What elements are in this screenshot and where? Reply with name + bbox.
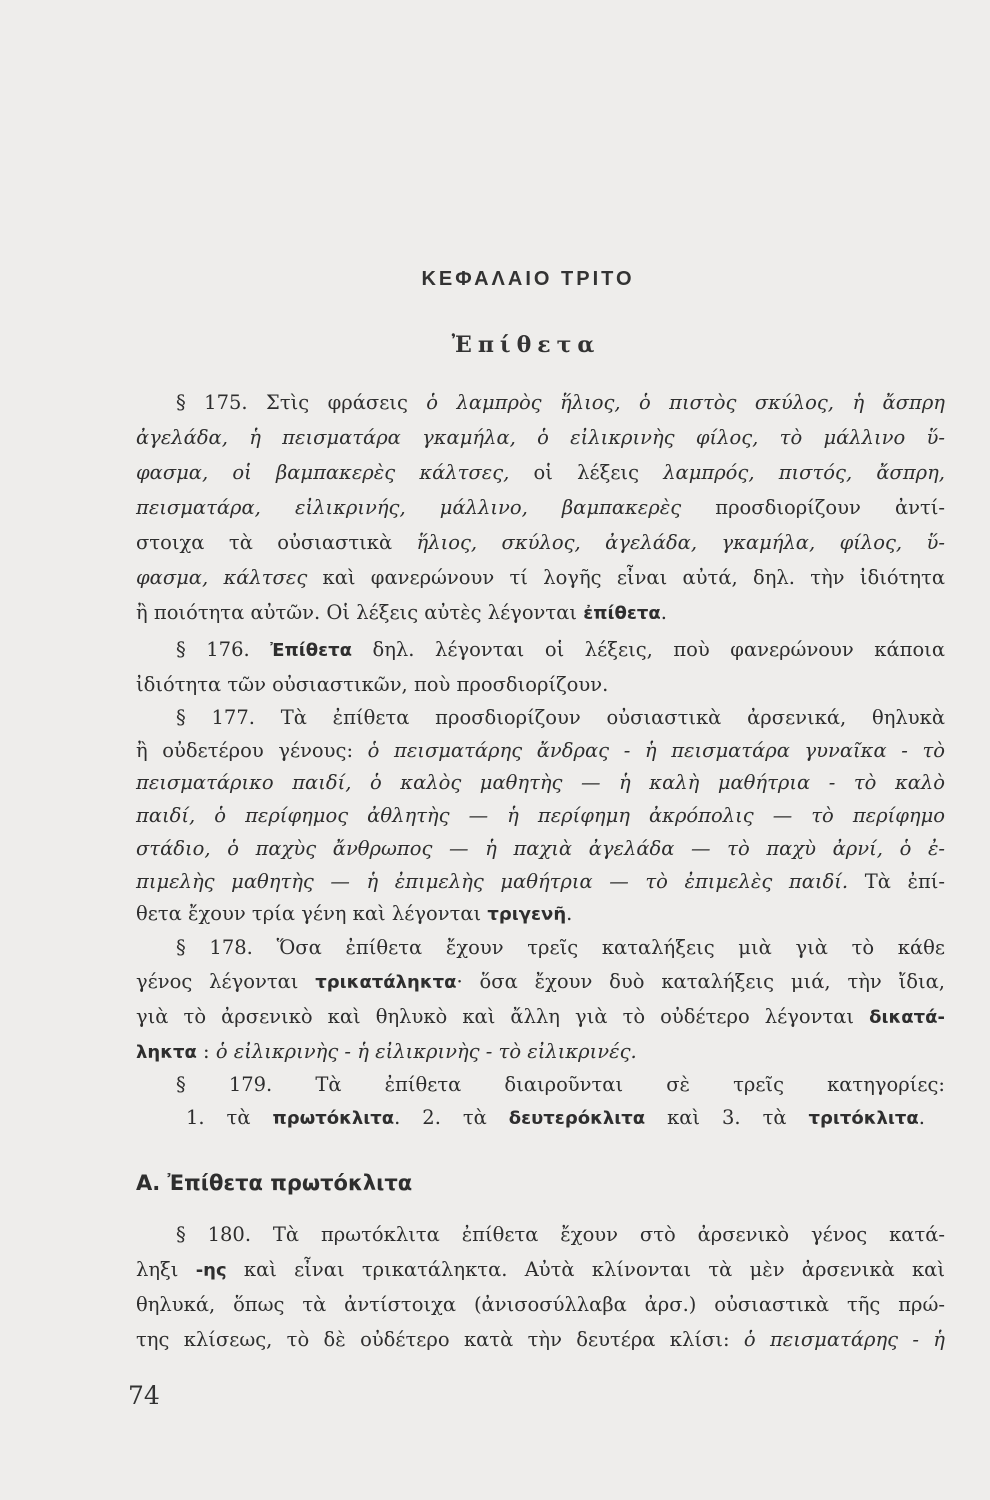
- body-text: της κλίσεως, τὸ δὲ οὐδέτερο κατὰ τὴν δευτέρα κλίσι:: [136, 1327, 744, 1351]
- text-line: [136, 965, 945, 1000]
- text-line: [136, 866, 945, 899]
- italic-example-text: ὁ λαμπρὸς ἥλιος, ὁ πιστὸς σκύλος, ἡ ἄσπρη: [426, 391, 945, 414]
- text-line: [136, 1035, 945, 1070]
- bold-term-text: -ης: [195, 1259, 227, 1281]
- paragraph-180: [136, 1218, 945, 1357]
- text-line: [136, 455, 945, 490]
- italic-example-text: ὁ πεισματάρης ἄνδρας - ἡ πεισματάρα γυναῖκα - τὸ: [367, 738, 946, 762]
- text-line: [136, 560, 945, 595]
- paragraph-175: [136, 385, 945, 631]
- paragraph-176: [136, 633, 945, 702]
- text-line: [136, 385, 945, 420]
- paragraph-179: [136, 1068, 945, 1135]
- subheading: Α. Ἐπίθετα πρωτόκλιτα: [136, 1171, 413, 1195]
- body-text: ληξι: [136, 1257, 196, 1281]
- body-text: § 180. Τὰ πρωτόκλιτα ἐπίθετα ἔχουν στὸ ἀρσενικὸ γένος κατά-: [176, 1223, 945, 1246]
- text-line: [136, 702, 945, 735]
- bold-term-text: πρωτόκλιτα: [272, 1108, 395, 1129]
- text-line: [136, 767, 945, 800]
- body-text: .: [566, 902, 573, 926]
- italic-example-text: λαμπρός, πιστός, ἄσπρη,: [663, 461, 945, 484]
- text-line: [136, 800, 945, 833]
- body-text: ἰδιότητα τῶν οὐσιαστικῶν, ποὺ προσδιορίζουν.: [136, 673, 609, 696]
- body-text: δηλ. λέγονται οἱ λέξεις, ποὺ φανερώνουν κάποια: [351, 638, 945, 661]
- italic-example-text: στάδιο, ὁ παχὺς ἄνθρωπος — ἡ παχιὰ ἀγελάδα — τὸ παχὺ ἀρνί, ὁ ἐ-: [136, 836, 945, 860]
- bold-term-text: τρικατάληκτα: [315, 972, 457, 993]
- body-text: · ὅσα ἔχουν δυὸ καταλήξεις μιά, τὴν ἴδια,: [456, 970, 946, 993]
- italic-example-text: ὁ εἰλικρινὴς - ἡ εἰλικρινὴς - τὸ εἰλικρινές.: [215, 1040, 637, 1063]
- italic-example-text: φασμα, οἱ βαμπακερὲς κάλτσες,: [136, 461, 510, 484]
- body-text: γένος λέγονται: [136, 970, 316, 993]
- text-line: [136, 1000, 945, 1035]
- body-text: προσδιορίζουν ἀντί-: [681, 496, 946, 519]
- text-line: [136, 1218, 945, 1253]
- body-text: 1. τὰ: [186, 1106, 273, 1129]
- text-line: [136, 833, 945, 866]
- paragraph-178: [136, 931, 945, 1070]
- italic-example-text: φασμα, κάλτσες: [136, 566, 308, 589]
- bold-term-text: ἐπίθετα: [583, 603, 661, 624]
- text-line: [136, 1288, 945, 1323]
- italic-example-text: ἀγελάδα, ἡ πεισματάρα γκαμήλα, ὁ εἰλικρινὴς φίλος, τὸ μάλλινο ὕ-: [136, 426, 945, 449]
- body-text: ἢ οὐδετέρου γένους:: [136, 738, 368, 762]
- text-line: [136, 525, 945, 560]
- body-text: στοιχα τὰ οὐσιαστικὰ: [136, 531, 417, 554]
- body-text: § 175. Στὶς φράσεις: [176, 391, 427, 414]
- text-line: [136, 1101, 945, 1135]
- italic-example-text: ἥλιος, σκύλος, ἀγελάδα, γκαμήλα, φίλος, ὕ-: [416, 531, 945, 554]
- italic-example-text: πεισματάρικο παιδί, ὁ καλὸς μαθητὴς — ἡ καλὴ μαθήτρια - τὸ καλὸ: [136, 771, 945, 795]
- body-text: :: [196, 1040, 216, 1063]
- italic-example-text: πεισματάρα, εἰλικρινής, μάλλινο, βαμπακερὲς: [136, 496, 682, 519]
- bold-term-text: τριτόκλιτα: [808, 1108, 919, 1129]
- body-text: γιὰ τὸ ἀρσενικὸ καὶ θηλυκὸ καὶ ἄλλη γιὰ τὸ οὐδέτερο λέγονται: [136, 1005, 870, 1028]
- text-line: [136, 633, 945, 668]
- body-text: καὶ φανερώνουν τί λογῆς εἶναι αὐτά, δηλ. τὴν ἰδιότητα: [307, 566, 946, 589]
- body-text: . 2. τὰ: [394, 1106, 509, 1129]
- body-text: ἢ ποιότητα αὐτῶν. Οἱ λέξεις αὐτὲς λέγονται: [136, 601, 584, 624]
- bold-term-text: δευτερόκλιτα: [508, 1108, 646, 1129]
- body-text: § 176.: [176, 638, 271, 661]
- body-text: § 178. Ὅσα ἐπίθετα ἔχουν τρεῖς καταλήξεις μιὰ γιὰ τὸ κάθε: [176, 936, 945, 959]
- italic-example-text: πιμελὴς μαθητὴς — ἡ ἐπιμελὴς μαθήτρια — τὸ ἐπιμελὲς παιδί.: [136, 869, 849, 893]
- bold-term-text: ληκτα: [136, 1042, 197, 1063]
- text-line: [136, 931, 945, 965]
- text-line: [136, 735, 945, 768]
- italic-example-text: παιδί, ὁ περίφημος ἀθλητὴς — ἡ περίφημη ἀκρόπολις — τὸ περίφημο: [136, 804, 945, 828]
- body-text: Τὰ ἐπί-: [848, 869, 945, 893]
- text-line: [136, 898, 945, 932]
- body-text: καὶ 3. τὰ: [645, 1106, 809, 1129]
- text-line: [136, 490, 945, 525]
- chapter-title: ΚΕΦΑΛΑΙΟ ΤΡΙΤΟ: [421, 268, 635, 290]
- bold-term-text: τριγενῆ: [487, 904, 567, 926]
- text-line: [136, 668, 945, 702]
- text-line: [136, 420, 945, 455]
- page-number: 74: [128, 1381, 160, 1410]
- text-line: [136, 1253, 945, 1289]
- text-line: [136, 1068, 945, 1101]
- body-text: .: [660, 601, 667, 624]
- body-text: § 179. Τὰ ἐπίθετα διαιροῦνται σὲ τρεῖς κατηγορίες:: [176, 1073, 945, 1096]
- text-line: [136, 1323, 945, 1358]
- body-text: .: [918, 1106, 925, 1129]
- body-text: καὶ εἶναι τρικατάληκτα. Αὐτὰ κλίνονται τὰ μὲν ἀρσενικὰ καὶ: [226, 1257, 945, 1281]
- body-text: θηλυκά, ὅπως τὰ ἀντίστοιχα (ἀνισοσύλλαβα ἀρσ.) οὐσιαστικὰ τῆς πρώ-: [136, 1293, 945, 1316]
- italic-example-text: ὁ πεισματάρης - ἡ: [743, 1327, 945, 1351]
- body-text: οἱ λέξεις: [509, 461, 664, 484]
- body-text: θετα ἔχουν τρία γένη καὶ λέγονται: [136, 902, 488, 926]
- bold-term-text: Ἐπίθετα: [270, 640, 352, 661]
- body-text: § 177. Τὰ ἐπίθετα προσδιορίζουν οὐσιαστικὰ ἀρσενικά, θηλυκὰ: [176, 706, 945, 729]
- paragraph-177: [136, 702, 945, 932]
- section-title: Ἐπίθετα: [451, 332, 601, 358]
- bold-term-text: δικατά-: [869, 1007, 945, 1028]
- text-line: [136, 595, 945, 631]
